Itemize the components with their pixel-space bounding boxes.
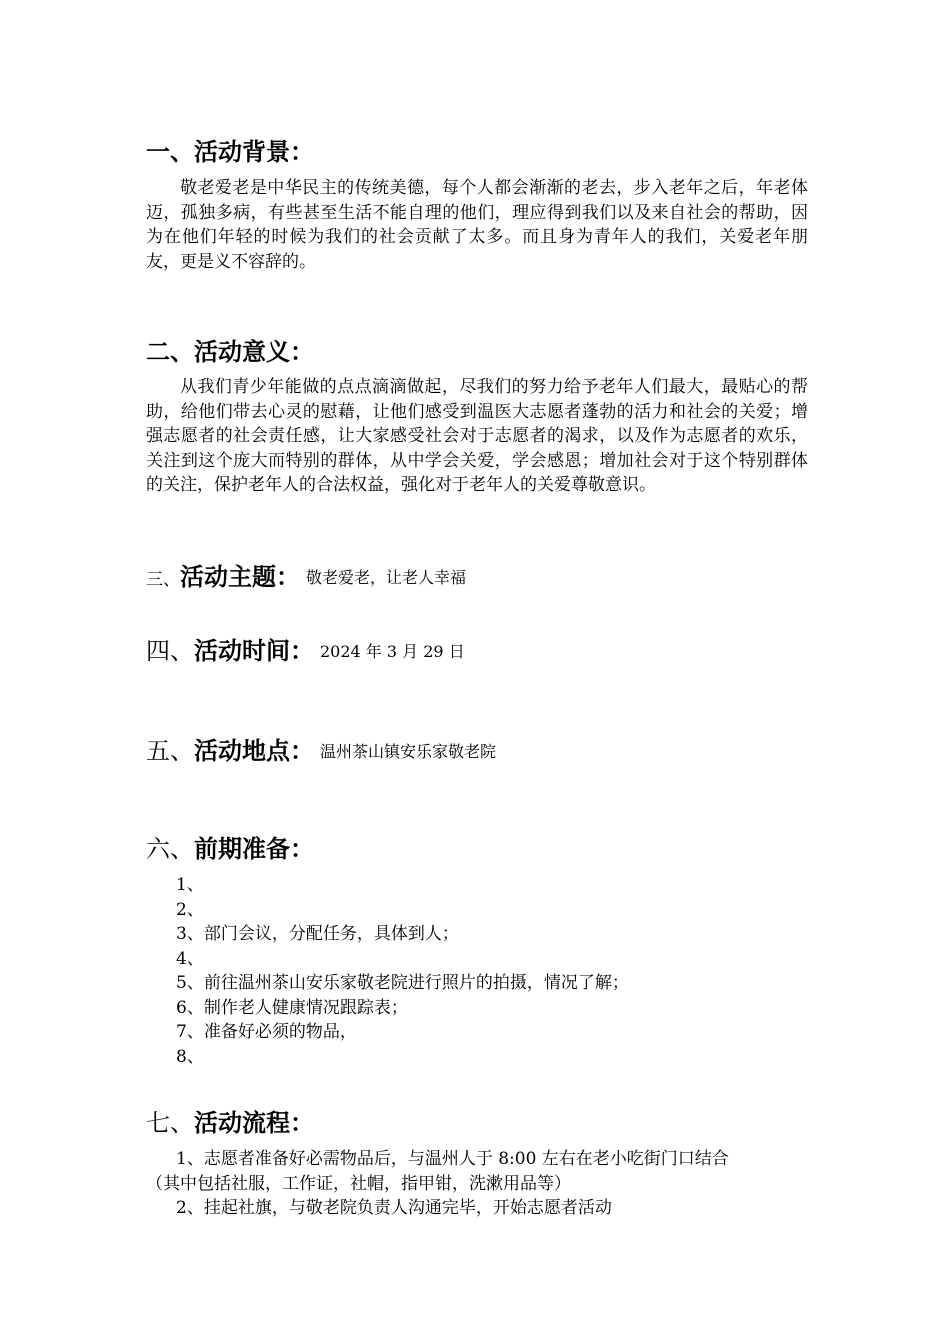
place-value: 温州茶山镇安乐家敬老院 [320,742,497,761]
meaning-text: 从我们青少年能做的点点滴滴做起，尽我们的努力给予老年人们最大，最贴心的帮助，给他们带去心灵的慰藉，让他们感受到温医大志愿者蓬勃的活力和社会的关爱；增强志愿者的社会责任感，让大家感受社会对于志愿者的渴求，以及作为志愿者的欢乐，关注到这个庞大而特别的群体，从中学会关爱，学会感恩；增加社会对于这个特别群体的关注，保护老年人的合法权益，强化对于老年人的关爱尊敬意识。 [146,377,808,495]
list-item: 4、 [176,948,204,969]
section-heading-time [146,636,465,667]
list-item: 7、准备好必须的物品， [176,1022,357,1042]
list-item: 8、 [176,1046,204,1067]
section-heading-background: 一、活动背景： [146,138,314,166]
time-number: 四、 [146,637,194,665]
theme-value: 敬老爱老，让老人幸福 [306,568,467,587]
flow-number: 七、 [146,1109,194,1137]
flow-list [146,1147,816,1221]
section-heading-place [146,736,496,767]
place-label: 活动地点： [194,737,314,765]
meaning-paragraph [146,375,808,498]
section-heading-flow [146,1108,314,1138]
section-heading-prep [146,834,314,864]
background-text: 敬老爱老是中华民主的传统美德，每个人都会渐渐的老去，步入老年之后，年老体迈，孤独多病，有些甚至生活不能自理的他们，理应得到我们以及来自社会的帮助，因为在他们年轻的时候为我们的社会贡献了太多。而且身为青年人的我们，关爱老年朋友，更是义不容辞的。 [146,178,808,272]
time-label: 活动时间： [194,637,314,665]
list-item: 1、 [176,875,204,895]
section-heading-meaning: 二、活动意义： [146,338,314,366]
theme-label: 活动主题： [180,563,300,591]
list-item: 6、制作老人健康情况跟踪表； [176,997,408,1018]
flow-line: 2、挂起社旗，与敬老院负责人沟通完毕，开始志愿者活动 [176,1198,612,1218]
prep-number: 六、 [146,835,194,863]
flow-label: 活动流程： [194,1109,314,1137]
time-value: 2024 年 3 月 29 日 [320,642,465,661]
place-number: 五、 [146,737,194,765]
prep-label: 前期准备： [194,835,314,863]
theme-number: 三、 [146,570,180,590]
background-paragraph [146,176,808,274]
list-item: 2、 [176,899,204,920]
flow-line: （其中包括社服，工作证，社帽，指甲钳，洗漱用品等） [146,1173,571,1194]
flow-line: 1、志愿者准备好必需物品后，与温州人于 8:00 左右在老小吃街门口结合 [176,1149,729,1169]
prep-list [176,873,629,1069]
list-item: 3、部门会议，分配任务，具体到人； [176,924,459,944]
list-item: 5、前往温州茶山安乐家敬老院进行照片的拍摄，情况了解； [176,973,629,993]
section-heading-theme [146,562,466,595]
